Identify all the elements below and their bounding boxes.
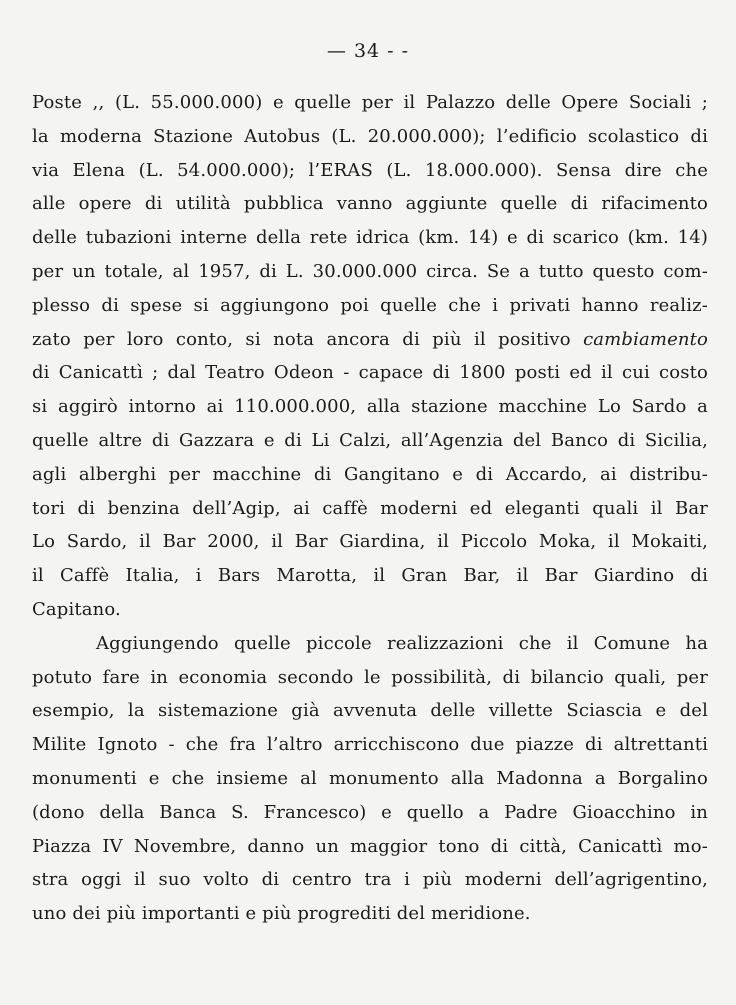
text-line: (dono della Banca S. Francesco) e quello a Padre Gioacchino in [32,801,708,823]
text-line: Capitano. [32,598,121,620]
text-line: potuto fare in economia secondo le possibilità, di bilancio quali, per [32,666,708,688]
text-line: Lo Sardo, il Bar 2000, il Bar Giardina, il Piccolo Moka, il Mokaiti, [32,531,708,553]
text-line: monumenti e che insieme al monumento alla Madonna a Borgalino [32,767,708,789]
text-line: quelle altre di Gazzara e di Li Calzi, all’Agenzia del Banco di Sicilia, [32,429,708,451]
text-line: Milite Ignoto - che fra l’altro arricchiscono due piazze di altrettanti [32,734,708,756]
body-text [32,86,708,931]
text-line: il Caffè Italia, i Bars Marotta, il Gran Bar, il Bar Giardino di [32,565,708,587]
text-line: agli alberghi per macchine di Gangitano e di Accardo, ai distribu- [32,463,708,485]
text-line: alle opere di utilità pubblica vanno aggiunte quelle di rifacimento [32,193,708,215]
text-line: di Canicattì ; dal Teatro Odeon - capace di 1800 posti ed il cui costo [32,362,708,384]
text-line: per un totale, al 1957, di L. 30.000.000 circa. Se a tutto questo com- [32,260,708,282]
text-line-segment: zato per loro conto, si nota ancora di più il positivo [32,328,584,350]
emphasized-word: cambiamento [583,328,708,350]
text-line: plesso di spese si aggiungono poi quelle che i privati hanno realiz- [32,294,708,316]
text-line: Aggiungendo quelle piccole realizzazioni che il Comune ha [96,632,708,654]
text-line: tori di benzina dell’Agip, ai caffè moderni ed eleganti quali il Bar [32,497,708,519]
text-line: Piazza IV Novembre, danno un maggior tono di città, Canicattì mo- [32,835,708,857]
page-number: — 34 - - [326,40,410,62]
text-line: stra oggi il suo volto di centro tra i più moderni dell’agrigentino, [32,869,708,891]
text-line: via Elena (L. 54.000.000); l’ERAS (L. 18.000.000). Sensa dire che [32,159,708,181]
text-line: uno dei più importanti e più progrediti del meridione. [32,903,531,925]
text-line: si aggirò intorno ai 110.000.000, alla stazione macchine Lo Sardo a [32,396,708,418]
paragraph-2 [32,627,708,931]
text-line-with-emphasis [32,323,708,357]
text-line: Poste ,, (L. 55.000.000) e quelle per il Palazzo delle Opere Sociali ; [32,92,708,113]
paragraph-1 [32,86,708,627]
text-line: delle tubazioni interne della rete idrica (km. 14) e di scarico (km. 14) [32,227,708,249]
text-line: la moderna Stazione Autobus (L. 20.000.000); l’edificio scolastico di [32,125,708,147]
text-line: esempio, la sistemazione già avvenuta delle villette Sciascia e del [32,700,708,722]
